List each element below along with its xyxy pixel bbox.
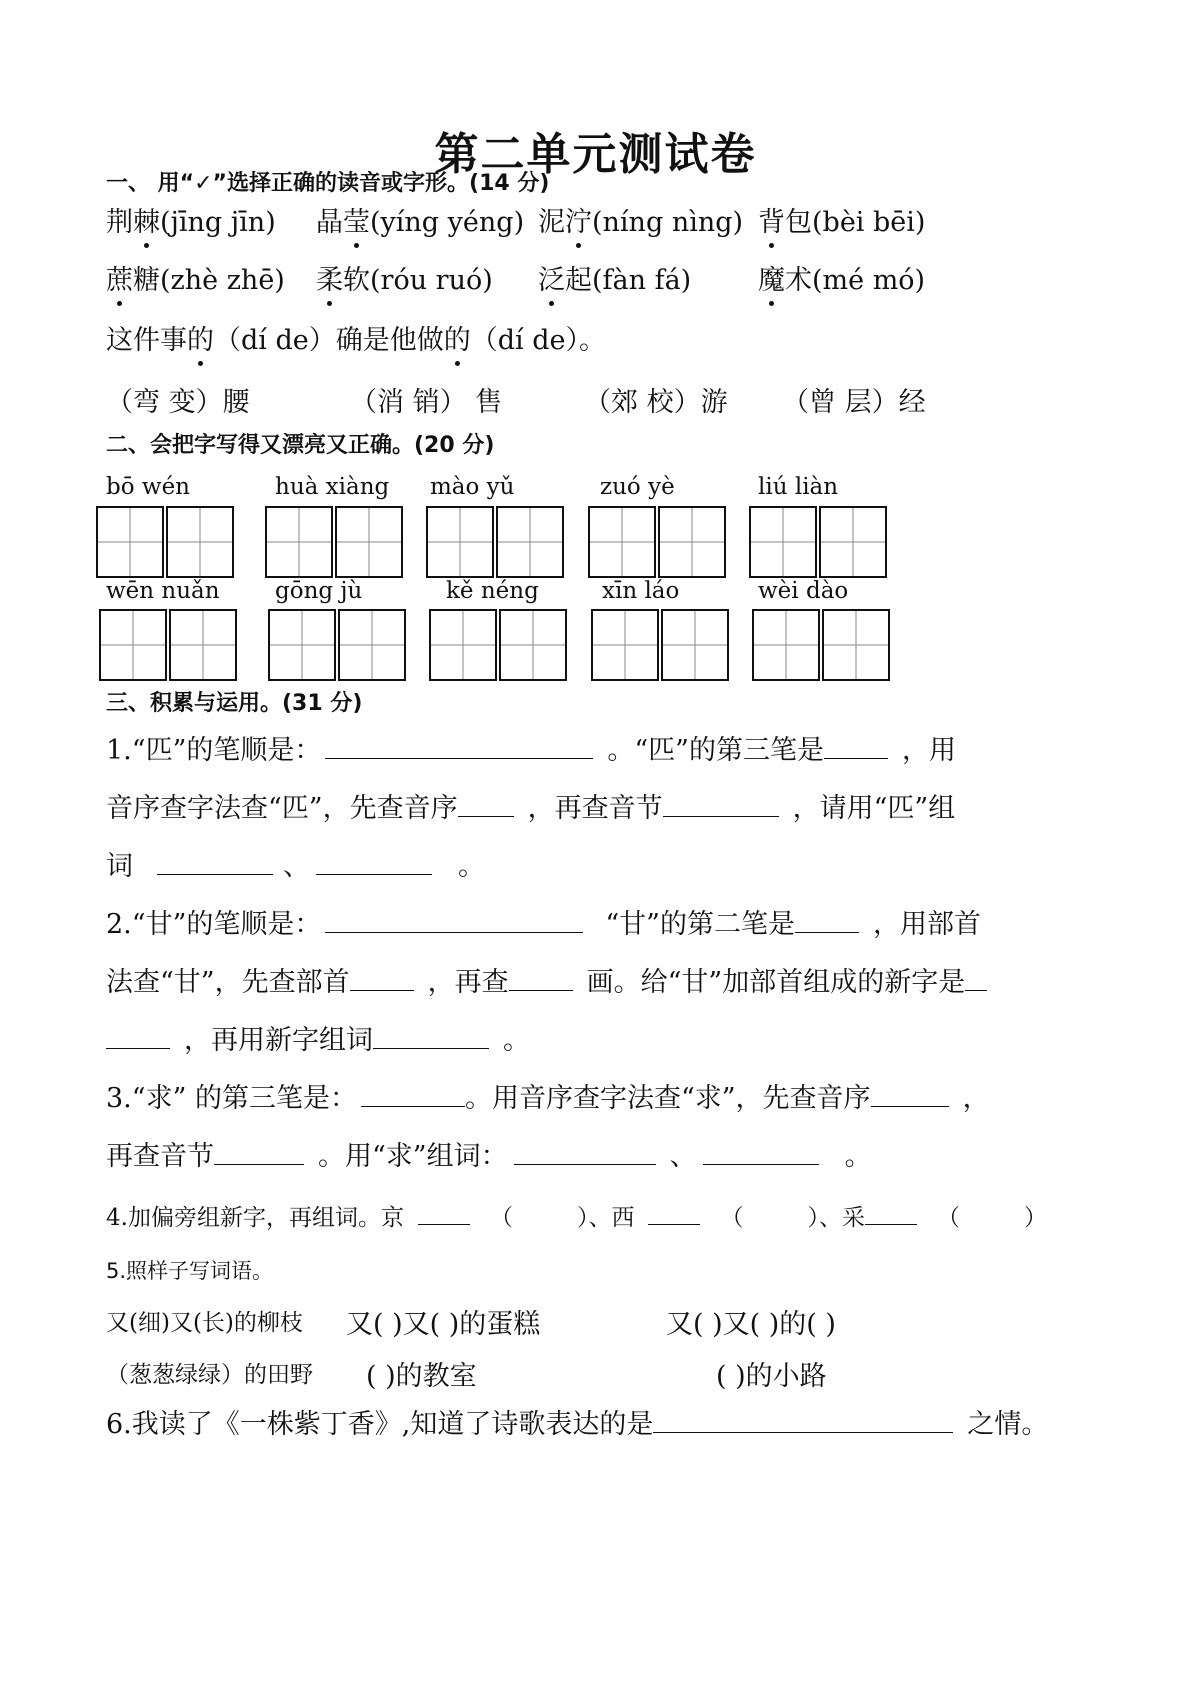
- answer-blank[interactable]: [871, 1080, 949, 1107]
- grid-cell[interactable]: [429, 609, 497, 681]
- grid-cell[interactable]: [588, 506, 656, 578]
- q3-line1: 3.“求” 的第三笔是： 。用音序查字法查“求”，先查音序 ，: [106, 1076, 990, 1115]
- pinyin-label: xīn láo: [602, 578, 680, 604]
- q5-blank-item[interactable]: ( )的教室: [366, 1361, 477, 1392]
- writing-grid[interactable]: [588, 506, 726, 578]
- s1-item[interactable]: 泛起(fàn fá): [538, 258, 691, 297]
- writing-grid[interactable]: [96, 506, 234, 578]
- pinyin-label: mào yǔ: [430, 474, 515, 500]
- writing-grid[interactable]: [426, 506, 564, 578]
- q5-blank-item[interactable]: 又( )又( )的( ): [666, 1309, 836, 1340]
- answer-blank[interactable]: [509, 964, 573, 991]
- answer-blank[interactable]: [703, 1138, 819, 1165]
- answer-blank[interactable]: [325, 732, 593, 759]
- s1-item[interactable]: 蔗糖(zhè zhē): [106, 258, 285, 297]
- pinyin-label: kě néng: [446, 578, 539, 604]
- answer-blank[interactable]: [653, 1406, 953, 1433]
- q6-line: 6.我读了《一株紫丁香》,知道了诗歌表达的是 之情。: [106, 1402, 1048, 1441]
- q2-line1: 2.“甘”的笔顺是： “甘”的第二笔是 ，用部首: [106, 902, 981, 941]
- answer-blank[interactable]: [795, 906, 859, 933]
- grid-cell[interactable]: [752, 609, 820, 681]
- q5-blank-item[interactable]: 又( )又( )的蛋糕: [346, 1309, 541, 1340]
- pinyin-label: wēn nuǎn: [106, 578, 220, 604]
- q2-line3: ，再用新字组词 。: [106, 1018, 530, 1057]
- answer-blank[interactable]: [157, 848, 273, 875]
- writing-grid[interactable]: [752, 609, 890, 681]
- grid-cell[interactable]: [749, 506, 817, 578]
- writing-grid[interactable]: [99, 609, 237, 681]
- answer-blank[interactable]: [965, 964, 987, 991]
- grid-cell[interactable]: [496, 506, 564, 578]
- q1-line3: 词 、 。: [106, 844, 485, 883]
- grid-cell[interactable]: [822, 609, 890, 681]
- grid-cell[interactable]: [591, 609, 659, 681]
- answer-blank[interactable]: [648, 1202, 700, 1225]
- grid-cell[interactable]: [166, 506, 234, 578]
- grid-cell[interactable]: [265, 506, 333, 578]
- s1-row1: [106, 200, 276, 239]
- pinyin-label: liú liàn: [758, 474, 839, 500]
- grid-cell[interactable]: [499, 609, 567, 681]
- q5-blank-item[interactable]: ( )的小路: [716, 1361, 827, 1392]
- grid-cell[interactable]: [99, 609, 167, 681]
- pinyin-label: wèi dào: [758, 578, 849, 604]
- s1-choice[interactable]: （曾 层）经: [782, 387, 926, 418]
- grid-cell[interactable]: [268, 609, 336, 681]
- writing-grid[interactable]: [591, 609, 729, 681]
- grid-cell[interactable]: [658, 506, 726, 578]
- s1-item[interactable]: 背包(bèi bēi): [758, 200, 925, 239]
- grid-cell[interactable]: [661, 609, 729, 681]
- grid-cell[interactable]: [426, 506, 494, 578]
- q5-example: 又(细)又(长)的柳枝: [106, 1310, 303, 1336]
- q3-line2: 再查音节 。用“求”组词： 、 。: [106, 1134, 872, 1173]
- pinyin-label: zuó yè: [600, 474, 675, 500]
- answer-blank[interactable]: [865, 1202, 917, 1225]
- s1-choice[interactable]: （弯 变）腰: [106, 387, 250, 418]
- writing-grid[interactable]: [429, 609, 567, 681]
- answer-blank[interactable]: [361, 1080, 465, 1107]
- answer-blank[interactable]: [316, 848, 432, 875]
- s1-item[interactable]: 柔软(róu ruó): [316, 258, 493, 297]
- answer-blank[interactable]: [325, 906, 583, 933]
- section2-heading: 二、会把字写得又漂亮又正确。(20 分): [106, 433, 495, 458]
- pinyin-label: bō wén: [106, 474, 190, 500]
- grid-cell[interactable]: [169, 609, 237, 681]
- q1-line2: 音序查字法查“匹”，先查音序 ，再查音节 ，请用“匹”组: [106, 786, 955, 825]
- writing-grid[interactable]: [749, 506, 887, 578]
- answer-blank[interactable]: [373, 1022, 489, 1049]
- answer-blank[interactable]: [663, 790, 779, 817]
- grid-cell[interactable]: [335, 506, 403, 578]
- q4-line: 4.加偏旁组新字，再组词。京 （ ）、西 （ ）、采 （ ）: [106, 1199, 1047, 1232]
- grid-cell[interactable]: [819, 506, 887, 578]
- q5-heading: 5.照样子写词语。: [106, 1259, 274, 1283]
- section3-heading: 三、积累与运用。(31 分): [106, 691, 363, 716]
- q5-example: （葱葱绿绿）的田野: [106, 1362, 313, 1388]
- page-title: 第二单元测试卷: [434, 129, 757, 180]
- s1-item[interactable]: 荆棘(jīng jīn): [106, 207, 276, 238]
- q2-line2: 法查“甘”，先查部首 ，再查 画。给“甘”加部首组成的新字是: [106, 960, 987, 999]
- answer-blank[interactable]: [350, 964, 414, 991]
- s1-item[interactable]: 魔术(mé mó): [758, 258, 925, 297]
- s1-choice[interactable]: （郊 校）游: [584, 387, 728, 418]
- grid-cell[interactable]: [338, 609, 406, 681]
- answer-blank[interactable]: [514, 1138, 656, 1165]
- pinyin-label: huà xiàng: [275, 474, 390, 500]
- answer-blank[interactable]: [824, 732, 888, 759]
- writing-grid[interactable]: [265, 506, 403, 578]
- s1-row3[interactable]: 这件事的（dí de）确是他做的（dí de）。: [106, 318, 606, 357]
- section1-heading: 一、 用“✓”选择正确的读音或字形。(14 分): [106, 171, 550, 196]
- s1-item[interactable]: 晶莹(yíng yéng): [316, 200, 524, 239]
- grid-cell[interactable]: [96, 506, 164, 578]
- pinyin-label: gōng jù: [275, 578, 363, 604]
- writing-grid[interactable]: [268, 609, 406, 681]
- answer-blank[interactable]: [214, 1138, 304, 1165]
- answer-blank[interactable]: [458, 790, 514, 817]
- s1-choice[interactable]: （消 销） 售: [350, 387, 503, 418]
- answer-blank[interactable]: [106, 1022, 170, 1049]
- q1-line1: 1.“匹”的笔顺是： 。“匹”的第三笔是 ，用: [106, 728, 956, 767]
- answer-blank[interactable]: [418, 1202, 470, 1225]
- s1-item[interactable]: 泥泞(níng nìng): [538, 200, 743, 239]
